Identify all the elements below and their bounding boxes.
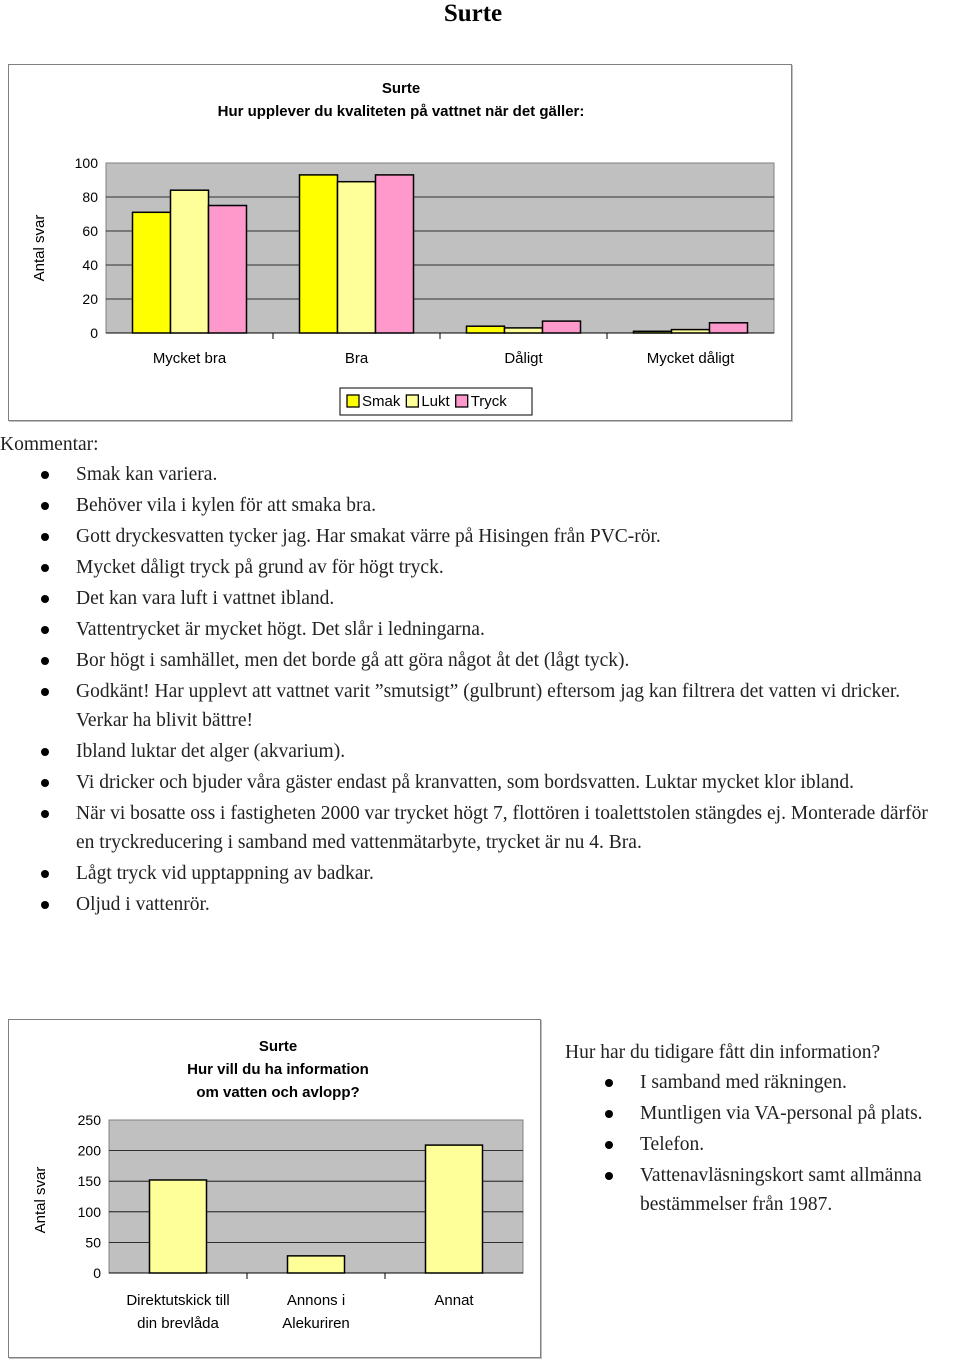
comment-item-text: Oljud i vattenrör. (76, 894, 210, 915)
bullet-icon (41, 688, 49, 696)
comment-item (0, 553, 945, 582)
bar-tryck-2 (543, 321, 581, 333)
y-tick-label: 100 (74, 155, 98, 171)
y-axis-label: Antal svar (31, 214, 48, 282)
bar-lukt-3 (672, 330, 710, 333)
comment-item (0, 768, 945, 797)
bar-lukt-2 (505, 328, 543, 333)
info-item (565, 1130, 925, 1159)
legend-swatch-lukt (406, 395, 418, 407)
bullet-icon (41, 810, 49, 818)
chart-information (8, 1019, 541, 1358)
x-category-label: Dåligt (504, 350, 543, 367)
legend-swatch-tryck (456, 395, 468, 407)
info-item-text: Telefon. (640, 1134, 705, 1155)
bullet-icon (41, 595, 49, 603)
bar-tryck-0 (209, 206, 247, 334)
y-tick-label: 0 (90, 325, 98, 341)
chart-subtitle: om vatten och avlopp? (196, 1084, 360, 1101)
x-category-label: Bra (344, 350, 369, 367)
y-axis-label: Antal svar (32, 1166, 49, 1234)
comment-item-text: Vi dricker och bjuder våra gäster endast på kranvatten, som bordsvatten. Luktar mycket klor ibland. (76, 772, 855, 793)
comment-item-text: Vattentrycket är mycket högt. Det slår i ledningarna. (76, 619, 485, 640)
legend-swatch-smak (347, 395, 359, 407)
comment-item (0, 890, 945, 919)
bullet-icon (41, 626, 49, 634)
info-item (565, 1099, 925, 1128)
comment-item (0, 737, 945, 766)
chart-information-svg (9, 1020, 540, 1357)
chart-title: Surte (381, 80, 421, 97)
comment-item-text: Smak kan variera. (76, 464, 218, 485)
info-item-text: Muntligen via VA-personal på plats. (640, 1103, 923, 1124)
bar-lukt-1 (338, 182, 376, 333)
comment-item-text: Det kan vara luft i vattnet ibland. (76, 588, 335, 609)
y-tick-label: 40 (82, 257, 98, 273)
y-tick-label: 50 (85, 1234, 101, 1251)
x-category-label: din brevlåda (137, 1315, 219, 1332)
comment-item-text: Bor högt i samhället, men det borde gå att göra något åt det (lågt tyck). (76, 650, 630, 671)
info-list (565, 1068, 960, 1219)
y-tick-label: 60 (82, 223, 98, 239)
bullet-icon (41, 502, 49, 510)
bullet-icon (605, 1110, 613, 1118)
comment-item (0, 677, 945, 735)
x-category-label: Annons i (286, 1292, 346, 1309)
legend-label-lukt: Lukt (421, 393, 450, 410)
chart-quality (8, 64, 792, 421)
y-tick-label: 20 (82, 291, 98, 307)
bullet-icon (605, 1079, 613, 1087)
x-category-label: Direktutskick till (126, 1292, 230, 1309)
y-tick-label: 200 (77, 1142, 101, 1159)
comment-item-text: Gott dryckesvatten tycker jag. Har smakat värre på Hisingen från PVC-rör. (76, 526, 661, 547)
page-title: Surte (443, 0, 503, 27)
y-tick-label: 250 (77, 1112, 101, 1128)
comment-item (0, 859, 945, 888)
y-tick-label: 100 (77, 1203, 101, 1220)
info-item (565, 1068, 925, 1097)
bullet-icon (41, 748, 49, 756)
y-tick-label: 0 (93, 1265, 101, 1281)
y-tick-label: 80 (82, 189, 98, 205)
comment-item-text: När vi bosatte oss i fastigheten 2000 var trycket högt 7, flottören i toalettstolen stängdes ej. Monterade därför en tryckreducering i samband med vattenmätarbyte, trycket är nu 4. Bra. (76, 803, 928, 853)
bullet-icon (605, 1172, 613, 1180)
bullet-icon (41, 901, 49, 909)
bar-value-0 (150, 1180, 207, 1273)
comment-item-text: Mycket dåligt tryck på grund av för högt tryck. (76, 557, 444, 578)
bar-smak-0 (133, 212, 171, 333)
comment-item-text: Godkänt! Har upplevt att vattnet varit ”smutsigt” (gulbrunt) eftersom jag kan filtrera det vatten vi dricker. Verkar ha blivit bättre! (76, 681, 901, 731)
comment-item-text: Lågt tryck vid upptappning av badkar. (76, 863, 374, 884)
comment-item (0, 491, 945, 520)
comment-item-text: Behöver vila i kylen för att smaka bra. (76, 495, 376, 516)
comment-item (0, 615, 945, 644)
info-item-text: I samband med räkningen. (640, 1072, 847, 1093)
bullet-icon (41, 564, 49, 572)
comment-item-text: Ibland luktar det alger (akvarium). (76, 741, 346, 762)
chart-subtitle: Hur upplever du kvaliteten på vattnet när det gäller: (217, 103, 585, 120)
info-item (565, 1161, 925, 1219)
bar-smak-1 (300, 175, 338, 333)
bar-value-2 (426, 1145, 483, 1273)
bar-tryck-3 (710, 323, 748, 333)
bullet-icon (41, 657, 49, 665)
comments-list (0, 460, 945, 919)
info-item-text: Vattenavläsningskort samt allmänna bestämmelser från 1987. (640, 1165, 922, 1215)
info-section (565, 1038, 960, 1221)
comments-heading: Kommentar: (0, 434, 99, 455)
bar-smak-2 (467, 326, 505, 333)
bullet-icon (41, 533, 49, 541)
bar-tryck-1 (376, 175, 414, 333)
x-category-label: Annat (434, 1292, 474, 1309)
comments-section (0, 430, 945, 921)
comment-item (0, 460, 945, 489)
x-category-label: Mycket bra (152, 350, 227, 367)
x-category-label: Alekuriren (282, 1315, 350, 1332)
bullet-icon (41, 471, 49, 479)
comment-item (0, 584, 945, 613)
comment-item (0, 646, 945, 675)
bar-lukt-0 (171, 190, 209, 333)
bullet-icon (605, 1141, 613, 1149)
legend-label-tryck: Tryck (470, 393, 507, 410)
chart-subtitle: Hur vill du ha information (187, 1061, 369, 1078)
bullet-icon (41, 870, 49, 878)
bullet-icon (41, 779, 49, 787)
chart-title: Surte (258, 1038, 298, 1055)
legend-label-smak: Smak (362, 393, 401, 410)
info-heading: Hur har du tidigare fått din information? (565, 1042, 881, 1063)
bar-value-1 (288, 1256, 345, 1273)
comment-item (0, 522, 945, 551)
comment-item (0, 799, 945, 857)
y-tick-label: 150 (77, 1173, 101, 1190)
x-category-label: Mycket dåligt (646, 350, 735, 367)
chart-quality-svg (9, 65, 791, 420)
